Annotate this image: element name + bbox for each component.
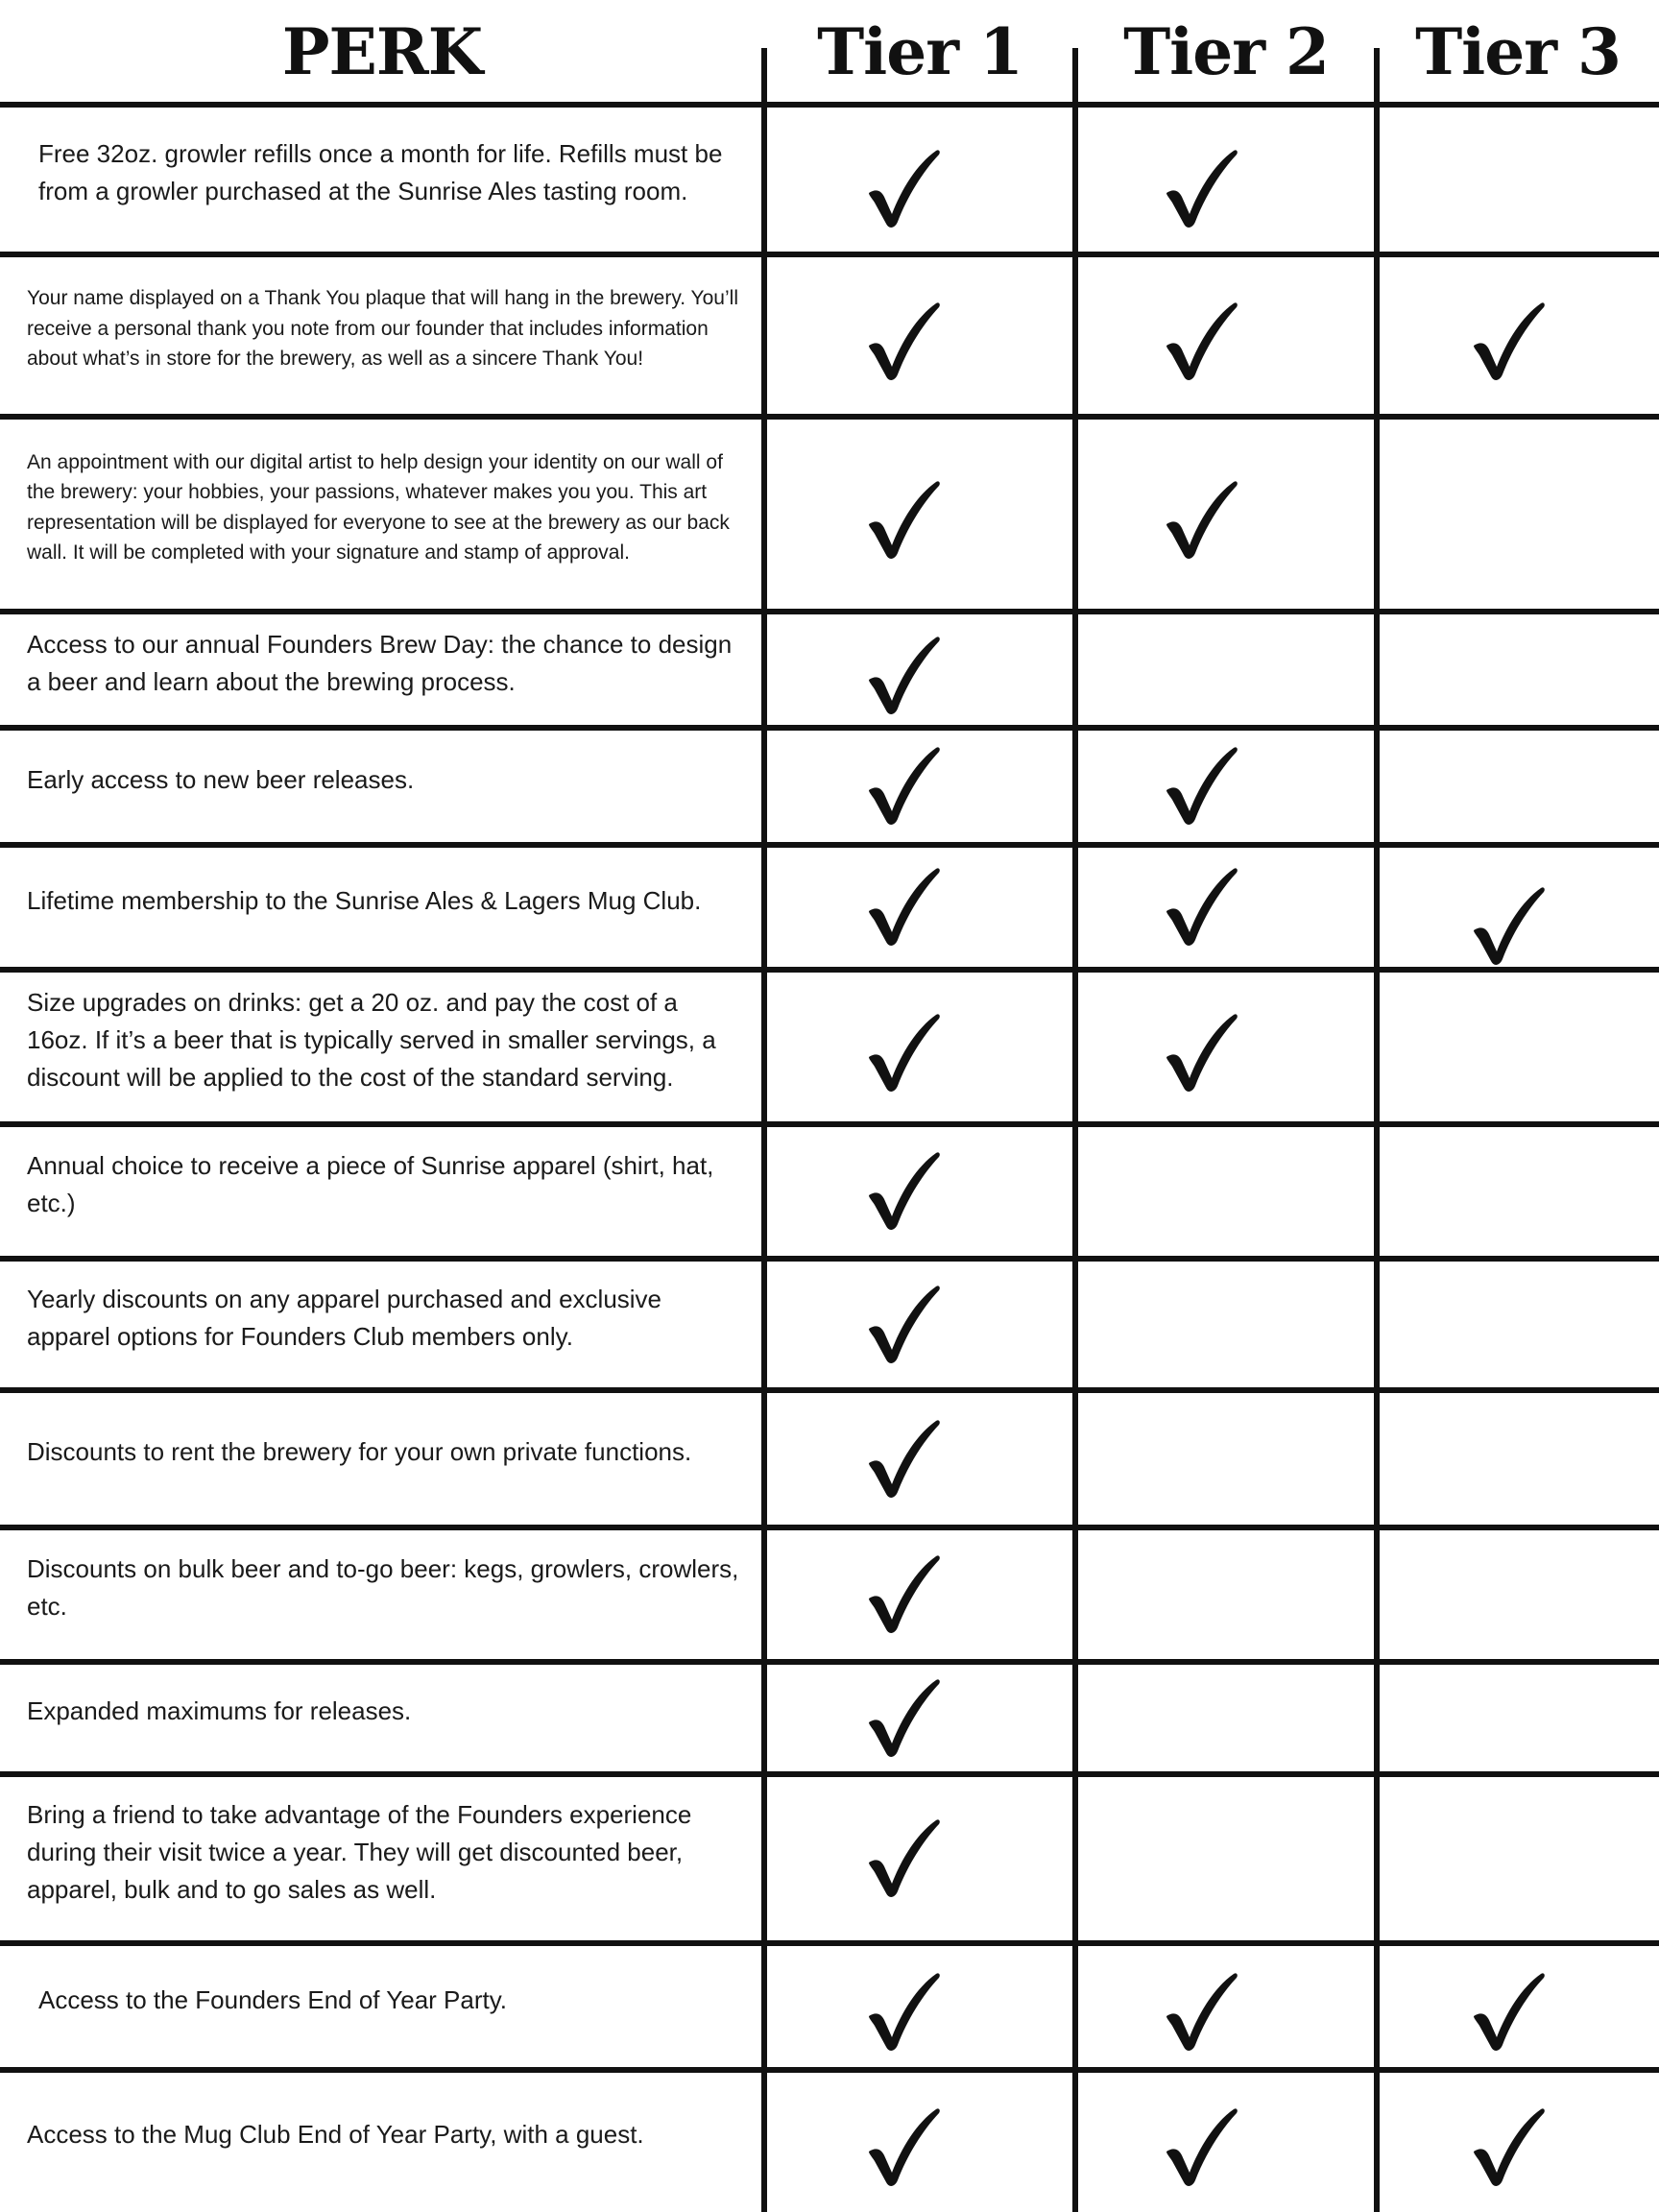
header-tier-3: Tier 3 [1415, 14, 1621, 89]
perk-cell [27, 2073, 739, 2208]
column-divider [761, 48, 767, 2212]
perk-cell [27, 973, 739, 1119]
checkmark-icon [1161, 744, 1239, 827]
checkmark-icon [863, 1970, 942, 2053]
perk-cell [27, 1530, 739, 1657]
perk-text: An appointment with our digital artist to help design your identity on our wall of the brewery: your hobbies, your passions, whatever makes you you. This art representation will be displayed for everyone to see at the brewery as our back wall. It will be completed with your signature and stamp of approval. [27, 450, 730, 564]
checkmark-icon [1161, 1970, 1239, 2053]
checkmark-icon [863, 478, 942, 561]
perk-text: Free 32oz. growler refills once a month for life. Refills must be from a growler purchased at the Sunrise Ales tasting room. [38, 139, 723, 205]
perk-cell [27, 1777, 739, 1938]
checkmark-icon [1161, 300, 1239, 382]
checkmark-icon [1161, 2105, 1239, 2188]
perk-text: Lifetime membership to the Sunrise Ales & Lagers Mug Club. [27, 885, 702, 915]
checkmark-icon [863, 865, 942, 948]
perk-text: Your name displayed on a Thank You plaque that will hang in the brewery. You’ll receive a personal thank you note from our founder that includes information about what’s in store for the brewery, as well as a sincere Thank You! [27, 287, 738, 371]
checkmark-icon [1161, 147, 1239, 229]
perk-text: Access to the Mug Club End of Year Party, with a guest. [27, 2120, 644, 2149]
checkmark-icon [1161, 478, 1239, 561]
checkmark-icon [863, 1676, 942, 1759]
perk-text: Yearly discounts on any apparel purchased and exclusive apparel options for Founders Club members only. [27, 1284, 662, 1351]
perk-text: Discounts on bulk beer and to-go beer: kegs, growlers, crowlers, etc. [27, 1554, 739, 1621]
perk-text: Expanded maximums for releases. [27, 1696, 412, 1725]
perk-cell [27, 731, 739, 840]
perk-cell [27, 614, 739, 723]
checkmark-icon [863, 744, 942, 827]
header-perk: PERK [281, 14, 483, 89]
column-divider [1072, 48, 1078, 2212]
checkmark-icon [863, 1552, 942, 1635]
checkmark-icon [863, 1283, 942, 1365]
checkmark-icon [863, 1149, 942, 1232]
perk-text: Access to the Founders End of Year Party. [38, 1984, 508, 2014]
perk-text: Discounts to rent the brewery for your own private functions. [27, 1437, 692, 1466]
perk-text: Size upgrades on drinks: get a 20 oz. and pay the cost of a 16oz. If it’s a beer that is typically served in smaller servings, a discount will be applied to the cost of the standard serving. [27, 988, 716, 1092]
perk-text: Bring a friend to take advantage of the Founders experience during their visit twice a year. They will get discounted beer, apparel, bulk and to go sales as well. [27, 1799, 692, 1904]
checkmark-icon [1161, 865, 1239, 948]
checkmark-icon [1468, 1970, 1547, 2053]
checkmark-icon [1161, 1011, 1239, 1094]
perk-cell [38, 1946, 739, 2065]
perk-text: Access to our annual Founders Brew Day: the chance to design a beer and learn about the brewing process. [27, 629, 733, 696]
perk-text: Annual choice to receive a piece of Sunrise apparel (shirt, hat, etc.) [27, 1151, 714, 1217]
header-tier-2: Tier 2 [1123, 14, 1329, 89]
perk-text: Early access to new beer releases. [27, 764, 415, 794]
checkmark-icon [1468, 884, 1547, 967]
checkmark-icon [863, 147, 942, 229]
checkmark-icon [863, 1417, 942, 1500]
perk-cell [27, 257, 739, 412]
perk-cell [27, 1393, 739, 1523]
checkmark-icon [863, 1816, 942, 1899]
perk-cell [27, 848, 739, 965]
perk-cell [27, 1262, 739, 1385]
column-divider [1374, 48, 1380, 2212]
perk-cell [27, 1127, 739, 1254]
checkmark-icon [863, 634, 942, 716]
perk-cell [27, 420, 739, 607]
checkmark-icon [863, 300, 942, 382]
checkmark-icon [1468, 300, 1547, 382]
perk-cell [38, 108, 739, 250]
perk-cell [27, 1665, 739, 1769]
header-tier-1: Tier 1 [817, 14, 1022, 89]
checkmark-icon [863, 2105, 942, 2188]
checkmark-icon [1468, 2105, 1547, 2188]
checkmark-icon [863, 1011, 942, 1094]
